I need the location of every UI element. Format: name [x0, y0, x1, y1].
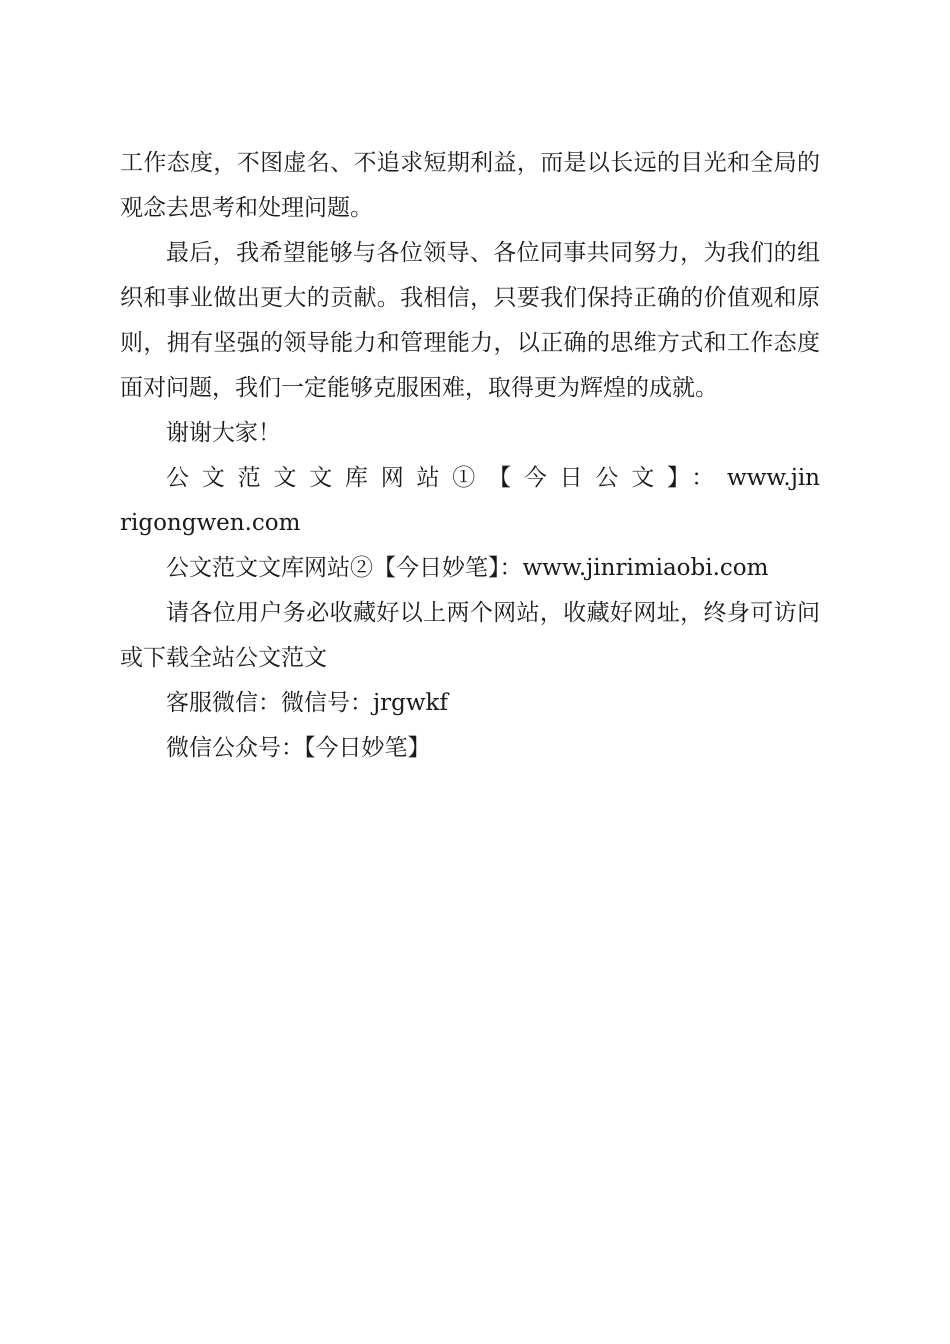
paragraph-closing-remarks: 最后，我希望能够与各位领导、各位同事共同努力，为我们的组织和事业做出更大的贡献。我相信，只要我们保持正确的价值观和原则，拥有坚强的领导能力和管理能力，以正确的思维方式和工作态度面对问题，我们一定能够克服困难，取得更为辉煌的成就。	[120, 240, 820, 401]
paragraph-continuation: 工作态度，不图虚名、不追求短期利益，而是以长远的目光和全局的观念去思考和处理问题。	[120, 150, 820, 221]
bookmark-notice: 请各位用户务必收藏好以上两个网站，收藏好网址，终身可访问或下载全站公文范文	[120, 600, 820, 671]
site-1-line	[120, 456, 820, 546]
site-2-line: 公文范文文库网站②【今日妙笔】：www.jinrimiaobi.com	[166, 555, 769, 581]
service-wechat: 客服微信：微信号：jrgwkf	[166, 690, 448, 716]
site-1-label: 公文范文文库网站①【今日公文】：	[166, 465, 728, 491]
document-body	[120, 141, 820, 771]
paragraph-thanks: 谢谢大家！	[166, 420, 281, 446]
site-1-url[interactable]: www.jinrigongwen.com	[120, 465, 820, 536]
official-account: 微信公众号：【今日妙笔】	[166, 735, 431, 761]
